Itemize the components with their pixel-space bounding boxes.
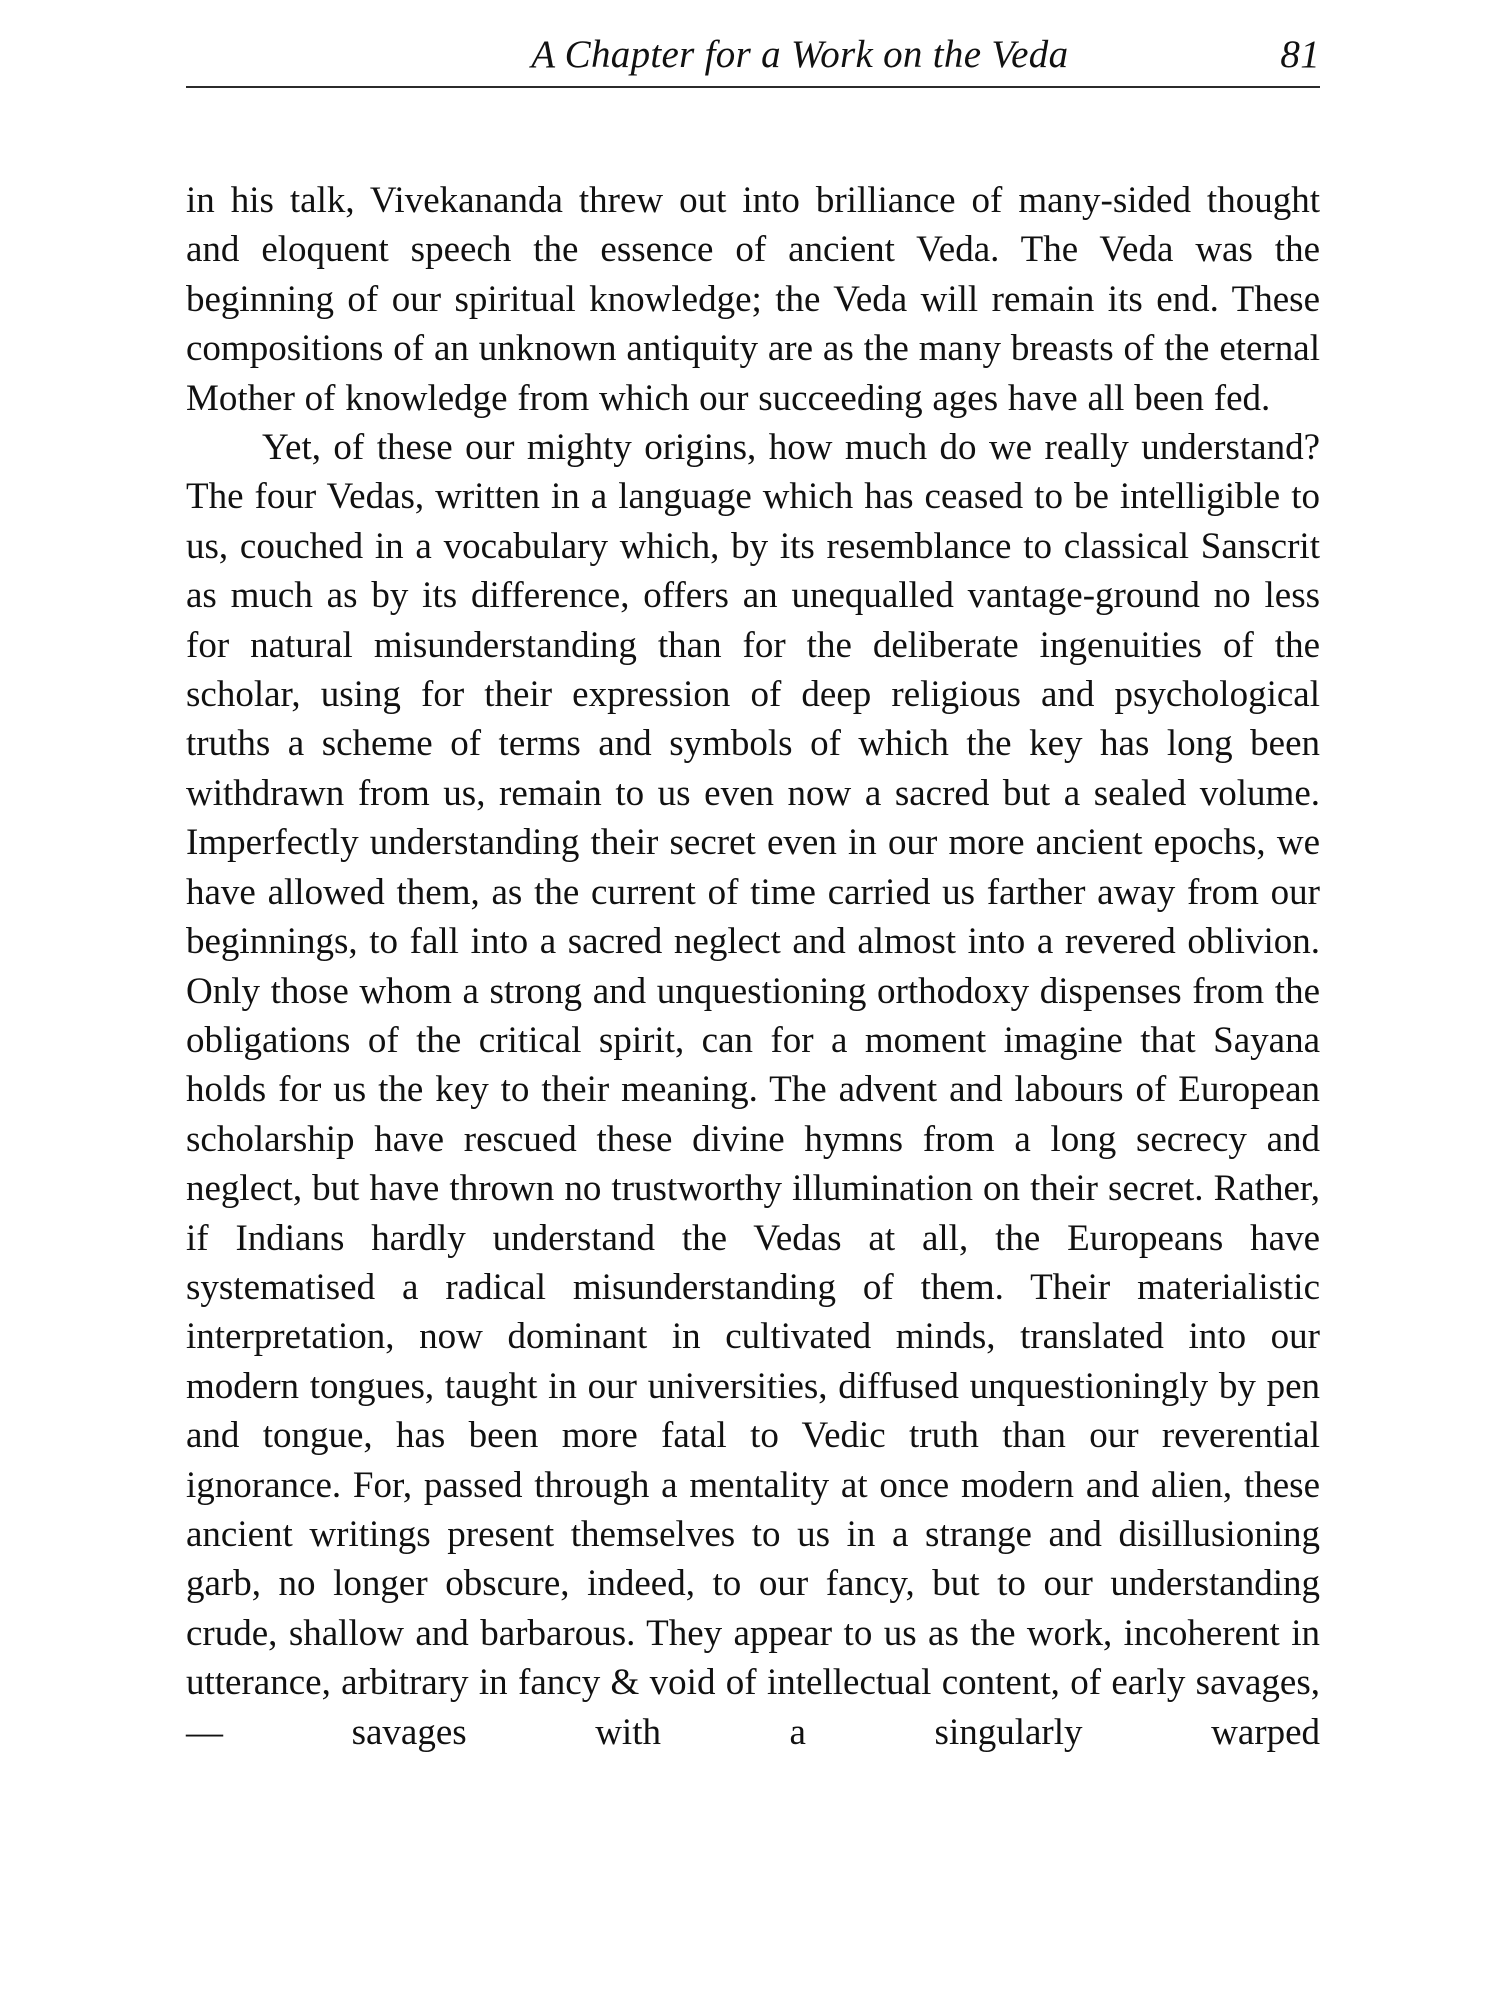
running-title: A Chapter for a Work on the Veda — [531, 32, 1069, 76]
header-rule — [186, 86, 1320, 88]
paragraph-1: in his talk, Vivekananda threw out into brilliance of many-sided thought and eloquent speech the essence of ancient Veda. The Veda was the beginning of our spiritual knowledge; the Veda will remain its end. These compositions of an unknown antiquity are as the many breasts of the eternal Mother of knowledge from which our succeeding ages have all been fed. — [186, 180, 1320, 419]
running-head — [186, 22, 1320, 86]
page-number: 81 — [1280, 32, 1320, 76]
paragraph-2: Yet, of these our mighty origins, how much do we really understand? The four Vedas, written in a language which has ceased to be intelligible to us, couched in a vocabulary which, by its resemblance to classical Sanscrit as much as by its difference, offers an unequalled vantage-ground no less for natural misunderstanding than for the deliberate ingenuities of the scholar, using for their expression of deep religious and psychological truths a scheme of terms and symbols of which the key has long been withdrawn from us, remain to us even now a sacred but a sealed volume. Imperfectly understanding their secret even in our more ancient epochs, we have allowed them, as the current of time carried us farther away from our beginnings, to fall into a sacred neglect and almost into a revered oblivion. Only those whom a strong and unquestioning orthodoxy dispenses from the obligations of the critical spirit, can for a moment imagine that Sayana holds for us the key to their meaning. The advent and labours of European scholarship have rescued these divine hymns from a long secrecy and neglect, but have thrown no trustworthy illumination on their secret. Rather, if Indians hardly understand the Vedas at all, the Europeans have systematised a radical misunderstanding of them. Their materialistic interpretation, now dominant in cultivated minds, translated into our modern tongues, taught in our universities, diffused unquestioningly by pen and tongue, has been more fatal to Vedic truth than our reverential ignorance. For, passed through a mentality at once modern and alien, these ancient writings present themselves to us in a strange and disillusioning garb, no longer obscure, indeed, to our fancy, but to our understanding crude, shallow and barbarous. They appear to us as the work, incoherent in utterance, arbitrary in fancy & void of intellectual content, of early savages, — savages with a singularly warped — [186, 427, 1320, 1753]
body-text — [186, 176, 1320, 1757]
